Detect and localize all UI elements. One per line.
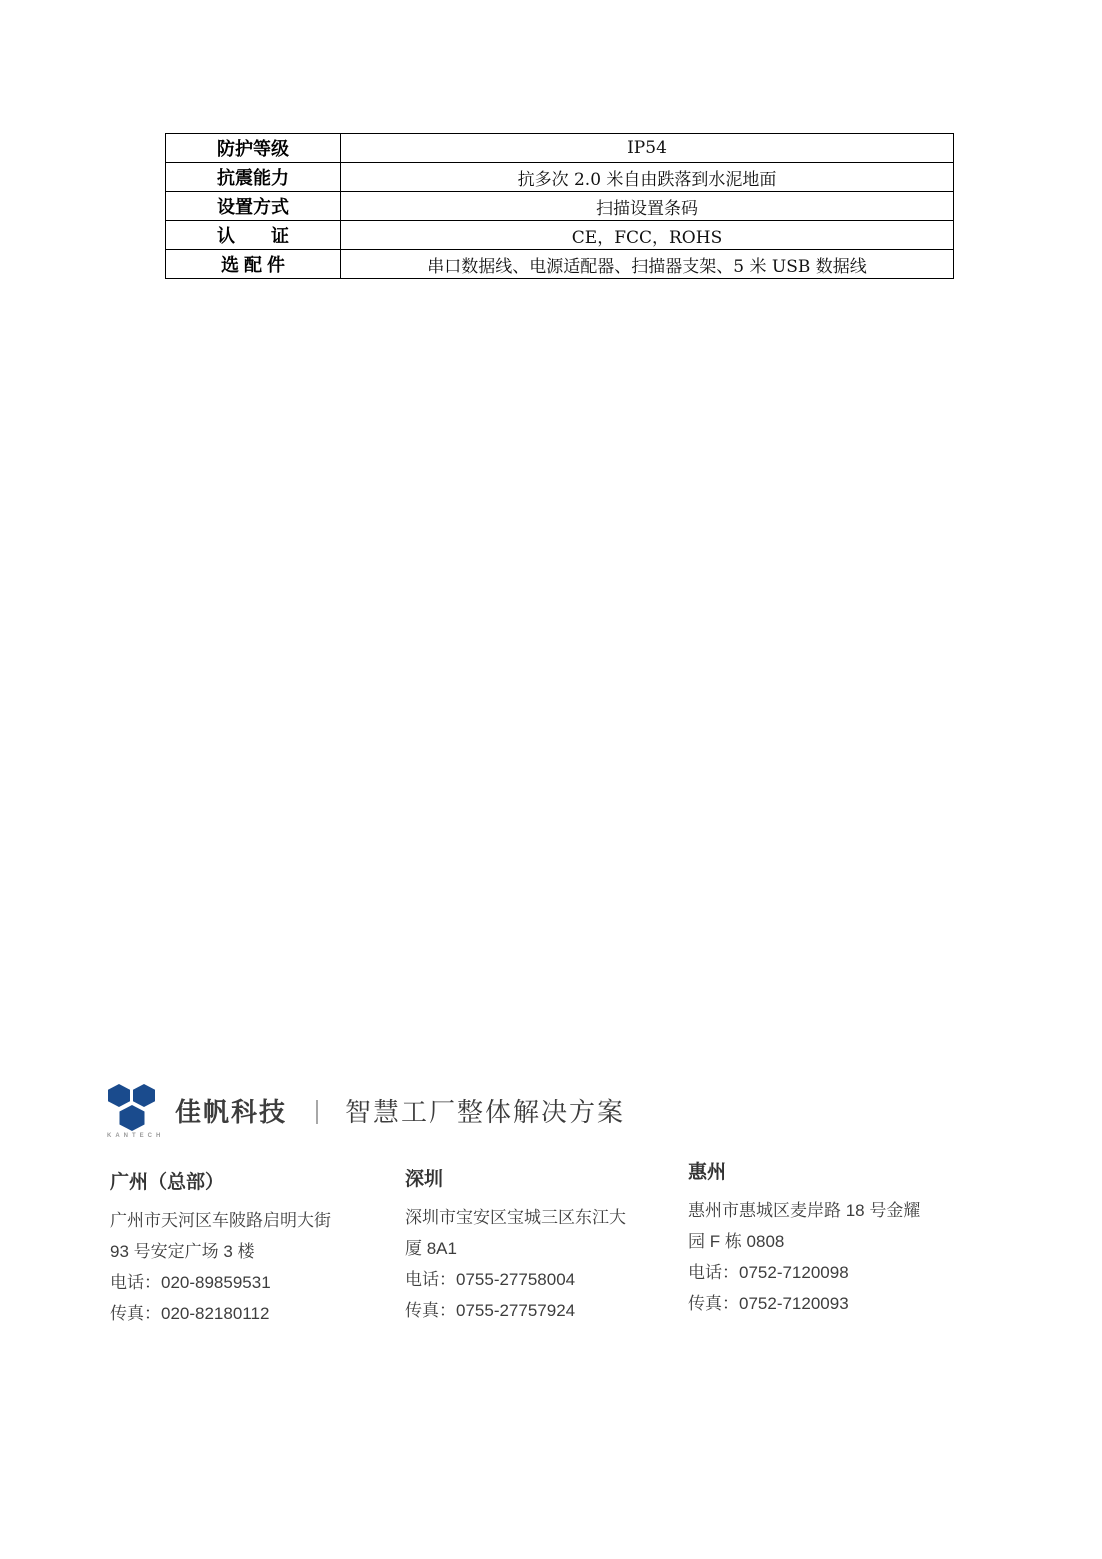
table-row — [166, 192, 954, 221]
hexagon-top-right — [133, 1084, 155, 1107]
spec-label-certification: 认 证 — [166, 221, 341, 250]
office-fax: 传真：0755-27757924 — [405, 1301, 576, 1320]
spec-value-accessories: 串口数据线、电源适配器、扫描器支架、5 米 USB 数据线 — [341, 250, 954, 279]
table-row — [166, 134, 954, 163]
spec-value-setup-method: 扫描设置条码 — [341, 192, 954, 221]
table-row — [166, 221, 954, 250]
table-row — [166, 163, 954, 192]
office-phone: 电话：0755-27758004 — [405, 1270, 576, 1289]
office-city: 深圳 — [405, 1169, 444, 1190]
office-guangzhou — [110, 1171, 402, 1329]
table-row — [166, 250, 954, 279]
office-shenzhen — [405, 1168, 677, 1326]
brand-wordmark-small: KANTECH — [107, 1133, 165, 1139]
office-phone: 电话：020-89859531 — [110, 1273, 271, 1292]
office-fax: 传真：020-82180112 — [110, 1304, 270, 1323]
hexagons-logo-icon — [107, 1084, 165, 1136]
office-fax: 传真：0752-7120093 — [688, 1294, 849, 1313]
office-address-line: 深圳市宝安区宝城三区东江大 — [405, 1208, 626, 1227]
company-logo — [107, 1084, 625, 1136]
spec-label-accessories: 选 配 件 — [166, 250, 341, 279]
hexagon-top-left — [108, 1084, 130, 1107]
brand-name: 佳帆科技 — [175, 1096, 288, 1127]
office-address-line: 广州市天河区车陂路启明大街 — [110, 1211, 331, 1230]
logo-text — [175, 1092, 625, 1129]
office-address-line: 园 F 栋 0808 — [688, 1232, 785, 1251]
spec-label-setup-method: 设置方式 — [166, 192, 341, 221]
spec-table — [165, 133, 954, 279]
spec-value-protection-rating: IP54 — [341, 134, 954, 163]
office-huizhou — [688, 1161, 988, 1319]
office-city: 惠州 — [688, 1162, 727, 1183]
brand-tagline: 智慧工厂整体解决方案 — [345, 1096, 626, 1127]
spec-label-shock-resistance: 抗震能力 — [166, 163, 341, 192]
brand-separator: ｜ — [305, 1099, 332, 1127]
spec-value-shock-resistance: 抗多次 2.0 米自由跌落到水泥地面 — [341, 163, 954, 192]
spec-value-certification: CE，FCC，ROHS — [341, 221, 954, 250]
spec-label-protection-rating: 防护等级 — [166, 134, 341, 163]
office-phone: 电话：0752-7120098 — [688, 1263, 849, 1282]
office-address-line: 厦 8A1 — [405, 1239, 457, 1258]
office-address-line: 惠州市惠城区麦岸路 18 号金耀 — [688, 1201, 921, 1220]
hexagon-bottom — [120, 1105, 145, 1131]
office-city: 广州（总部） — [110, 1172, 225, 1193]
office-address-line: 93 号安定广场 3 楼 — [110, 1242, 255, 1261]
